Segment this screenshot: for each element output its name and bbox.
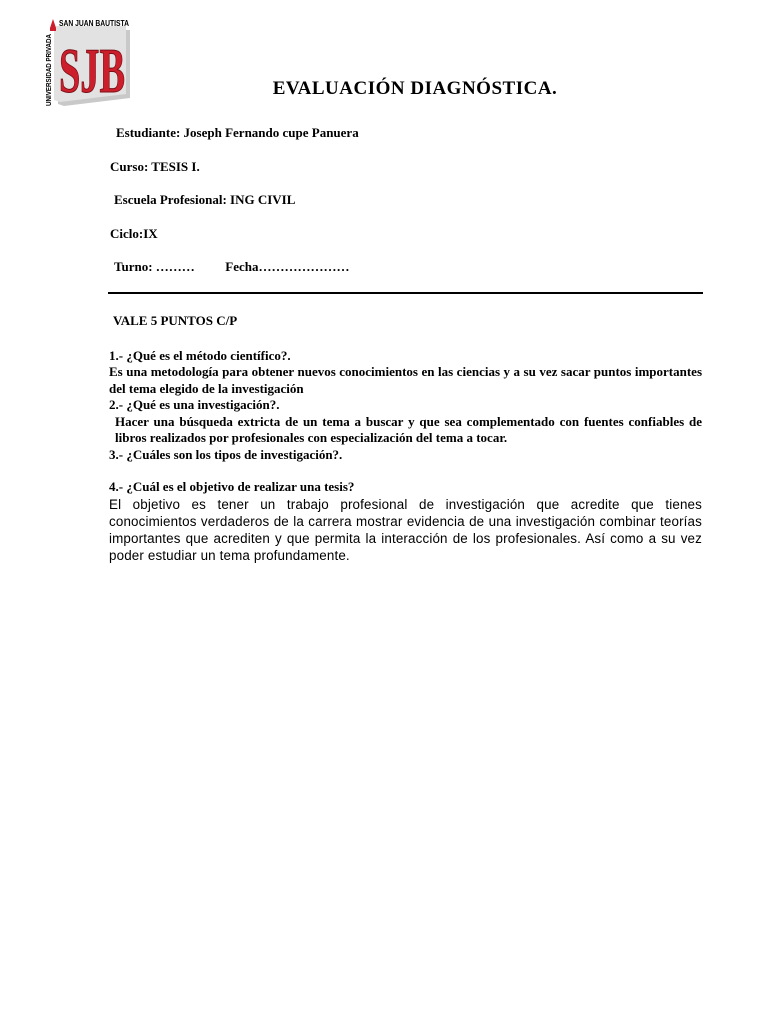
answer-3-blank xyxy=(109,463,702,479)
student-label: Estudiante: xyxy=(116,125,181,140)
question-3: 3.- ¿Cuáles son los tipos de investigación?. xyxy=(109,446,343,462)
shift-date-field xyxy=(114,259,350,275)
question-1: 1.- ¿Qué es el método científico?. xyxy=(109,347,291,363)
student-value: Joseph Fernando cupe Panuera xyxy=(183,125,359,140)
course-value: TESIS I. xyxy=(151,159,200,174)
shift-label: Turno: xyxy=(114,259,153,274)
university-logo xyxy=(44,16,132,108)
question-4: 4.- ¿Cuál es el objetivo de realizar una tesis? xyxy=(109,479,355,494)
question-2: 2.- ¿Qué es una investigación?. xyxy=(109,397,280,412)
shift-value: ……… xyxy=(155,259,195,274)
answer-1: Es una metodología para obtener nuevos conocimientos en las ciencias y a su vez sacar puntos importantes del tema elegido de la investigación xyxy=(109,364,702,396)
course-label: Curso: xyxy=(110,159,149,174)
date-label: Fecha………………… xyxy=(225,259,350,274)
cycle-field xyxy=(110,226,158,242)
cycle-label: Ciclo: xyxy=(110,226,144,241)
answer-4: El objetivo es tener un trabajo profesional de investigación que acredite que tienes conocimientos verdaderos de la carrera mostrar evidencia de una investigación combinar teorías importantes que acrediten y que permita la interacción de los profesionales. Así como a su vez poder estudiar un tema profundamente. xyxy=(109,496,702,563)
school-label: Escuela Profesional: xyxy=(114,192,227,207)
course-field xyxy=(110,159,200,175)
student-field xyxy=(116,125,359,141)
exam-body xyxy=(109,313,702,564)
page-title: EVALUACIÓN DIAGNÓSTICA. xyxy=(272,78,558,99)
points-note: VALE 5 PUNTOS C/P xyxy=(113,313,238,328)
logo-monogram: SJB xyxy=(59,35,125,106)
answer-2: Hacer una búsqueda extricta de un tema a buscar y que sea complementado con fuentes confiables de libros realizados por profesionales con especialización del tema a tocar. xyxy=(115,413,702,445)
cycle-value: IX xyxy=(143,226,158,241)
school-value: ING CIVIL xyxy=(230,192,296,207)
logo-side-text: UNIVERSIDAD PRIVADA xyxy=(46,24,53,106)
logo-tower-icon xyxy=(50,19,56,28)
header-divider xyxy=(108,292,703,294)
logo-arc-text: SAN JUAN BAUTISTA xyxy=(59,18,129,28)
school-field xyxy=(114,192,295,208)
